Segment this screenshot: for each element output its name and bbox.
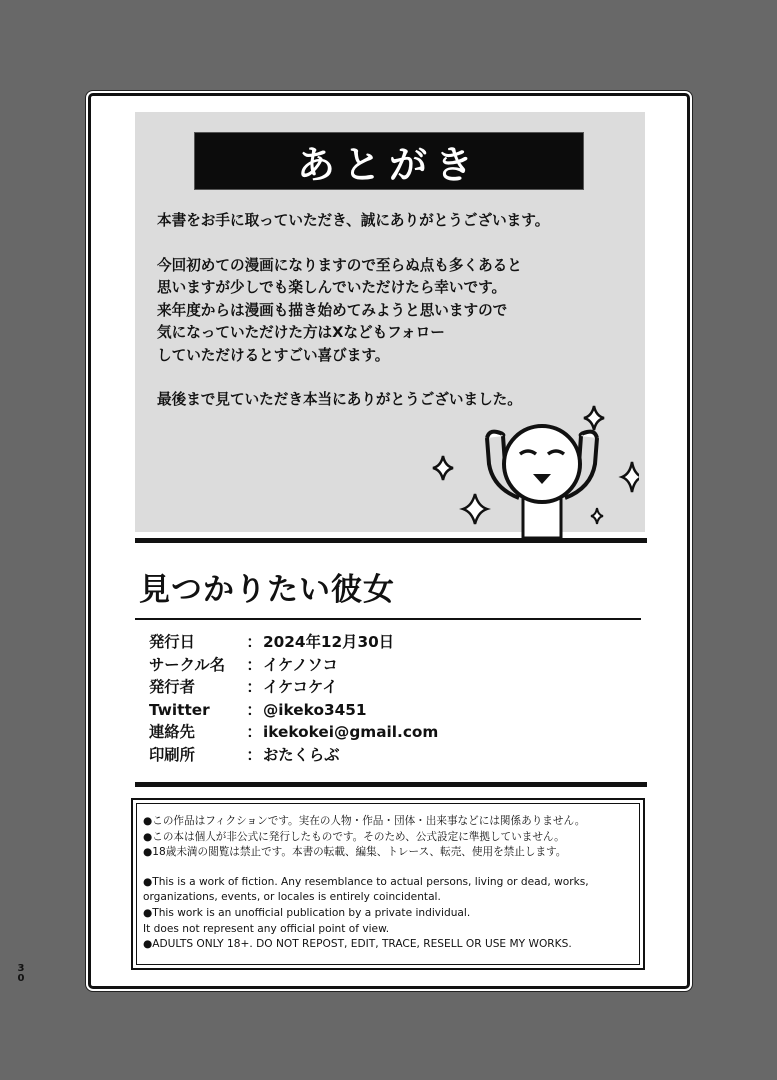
colophon-separator: ： — [246, 700, 262, 719]
afterword-line: 気になっていただけた方はXなどもフォロー — [157, 324, 445, 341]
disclaimer-text — [143, 814, 639, 953]
disclaimer-box — [131, 798, 645, 970]
afterword-line: 最後まで見ていただき本当にありがとうございました。 — [157, 391, 522, 408]
colophon-separator: ： — [246, 655, 262, 674]
sparkle-icon — [622, 462, 639, 492]
page-frame — [88, 93, 690, 989]
sparkle-icon — [584, 406, 604, 430]
afterword-line: していただけるとすごい喜びます。 — [157, 346, 390, 364]
afterword-line: 思いますが少しでも楽しんでいただけたら幸いです。 — [157, 279, 507, 296]
afterword-line: 今回初めての漫画になりますので至らぬ点も多くあると — [157, 256, 522, 274]
disclaimer-line-ja: ●この本は個人が非公式に発行したものです。そのため、公式設定に準拠していません。 — [143, 830, 565, 843]
colophon-row — [149, 721, 629, 744]
smiling-character-illustration — [419, 402, 639, 542]
colophon-row — [149, 654, 629, 677]
disclaimer-line-ja: ●18歳未満の閲覧は禁止です。本書の転載、編集、トレース、転売、使用を禁止します。 — [143, 846, 567, 859]
colophon-value: イケノソコ — [263, 655, 338, 674]
paragraph-gap — [157, 233, 637, 255]
colophon-row — [149, 631, 629, 654]
colophon-value: @ikeko3451 — [263, 700, 367, 719]
colophon-separator: ： — [246, 745, 262, 764]
disclaimer-line-en: It does not represent any official point of view. — [143, 922, 390, 935]
disclaimer-line-en: ●This is a work of fiction. Any resemblance to actual persons, living or dead, works, — [143, 875, 589, 888]
colophon-row — [149, 699, 629, 722]
afterword-body — [157, 210, 637, 412]
colophon-separator: ： — [246, 678, 262, 697]
colophon-key: 連絡先 — [149, 723, 195, 742]
afterword-line: 本書をお手に取っていただき、誠にありがとうございます。 — [157, 212, 550, 229]
page-number — [16, 964, 26, 984]
colophon-key: サークル名 — [149, 655, 226, 674]
colophon-key: 発行者 — [149, 678, 195, 697]
paragraph-gap — [157, 367, 637, 389]
sparkle-icon — [433, 456, 453, 480]
disclaimer-line-en: organizations, events, or locales is entirely coincidental. — [143, 891, 441, 904]
colophon-value: 2024年12月30日 — [263, 633, 395, 651]
section-divider — [135, 782, 647, 787]
afterword-line: 来年度からは漫画も描き始めてみようと思いますので — [157, 301, 508, 319]
colophon-row — [149, 744, 629, 767]
colophon-row — [149, 676, 629, 699]
page-number-digit: 3 — [17, 963, 25, 974]
section-divider — [135, 538, 647, 543]
disclaimer-line-ja: ●この作品はフィクションです。実在の人物・作品・団体・出来事などには関係ありません。 — [143, 815, 586, 827]
sparkle-icon — [591, 508, 603, 524]
sparkle-icon — [463, 494, 487, 524]
disclaimer-gap — [143, 861, 639, 875]
colophon-value: ikekokei@gmail.com — [263, 723, 439, 742]
disclaimer-line-en: ●This work is an unofficial publication by a private individual. — [143, 906, 471, 919]
disclaimer-line-en: ●ADULTS ONLY 18+. DO NOT REPOST, EDIT, TRACE, RESELL OR USE MY WORKS. — [143, 938, 572, 951]
title-underline — [135, 618, 641, 620]
colophon-separator: ： — [246, 723, 262, 742]
page-number-digit: 0 — [17, 973, 25, 984]
colophon-table — [149, 631, 629, 767]
afterword-panel — [135, 112, 645, 532]
colophon-separator: ： — [246, 633, 262, 651]
book-title: 見つかりたい彼女 — [139, 572, 395, 608]
colophon-key: 発行日 — [149, 633, 195, 651]
afterword-title: あとがき — [194, 132, 584, 190]
colophon-value: イケコケイ — [263, 678, 338, 697]
colophon-key: Twitter — [149, 700, 210, 719]
colophon-key: 印刷所 — [149, 745, 195, 764]
colophon-value: おたくらぶ — [263, 745, 340, 764]
